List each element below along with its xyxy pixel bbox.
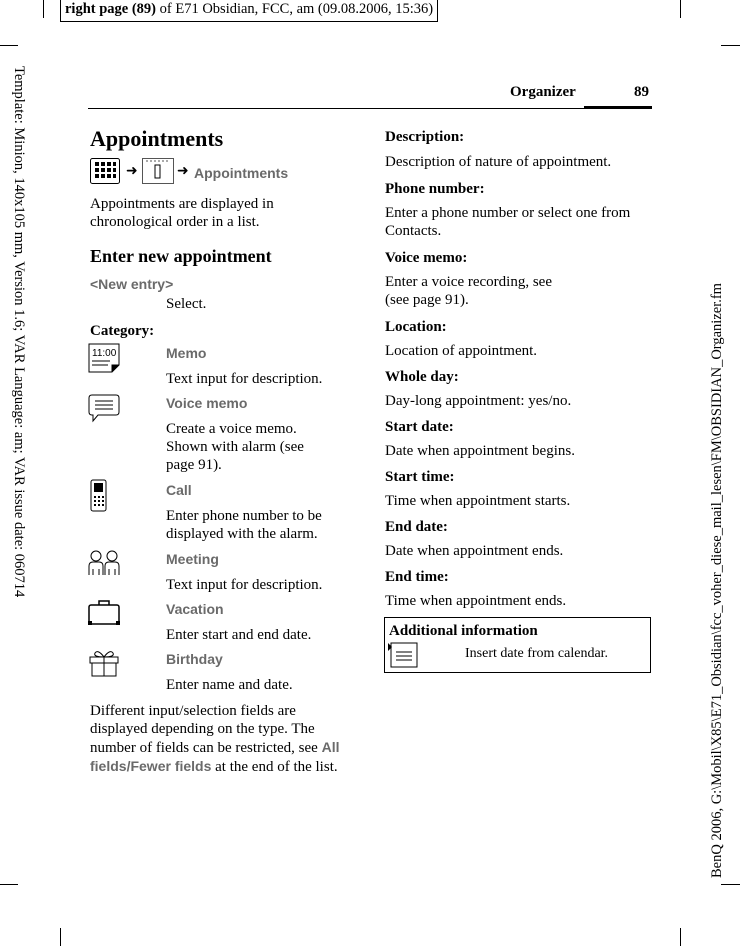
section-title: Organizer	[510, 84, 576, 100]
gift-icon	[87, 648, 121, 678]
field-end-date-desc: Date when appointment ends.	[385, 543, 564, 559]
calendar-icon	[142, 158, 174, 184]
field-voice-memo-label: Voice memo:	[385, 250, 468, 266]
insert-note-icon	[388, 642, 418, 668]
field-voice-memo-desc: Enter a voice recording, see (see page 91).	[385, 274, 552, 308]
page-title: Appointments	[90, 126, 224, 151]
file-label	[60, 0, 438, 22]
field-whole-day-label: Whole day:	[385, 369, 459, 385]
category-vacation-desc: Enter start and end date.	[166, 627, 312, 643]
file-path-vertical: BenQ 2006, G:\Mobil\X85\E71_Obsidian\fcc_voher_diese_mail_lesen\FM\OBSIDIAN_Organizer.fm	[709, 283, 725, 878]
field-end-time-desc: Time when appointment ends.	[385, 593, 567, 609]
nav-arrow: ➜	[126, 162, 138, 178]
memo-icon	[88, 343, 120, 373]
field-phone-desc: Enter a phone number or select one from Contacts.	[385, 205, 631, 239]
field-location-desc: Location of appointment.	[385, 343, 538, 359]
additional-info-box	[384, 617, 651, 673]
intro-paragraph: Appointments are displayed in chronological order in a list.	[90, 196, 274, 230]
category-call-title: Call	[166, 482, 192, 498]
header-rule-thick	[584, 106, 652, 109]
field-whole-day-desc: Day-long appointment: yes/no.	[385, 393, 572, 409]
phone-call-icon	[89, 479, 109, 513]
menu-grid-icon	[90, 158, 120, 184]
crop-mark	[43, 0, 44, 18]
new-entry-desc: Select.	[166, 296, 207, 312]
additional-info-title: Additional information	[389, 623, 538, 639]
subheading-new-appointment: Enter new appointment	[90, 246, 272, 266]
field-end-date-label: End date:	[385, 519, 448, 535]
new-entry-label: <New entry>	[90, 276, 174, 292]
field-description-desc: Description of nature of appointment.	[385, 154, 612, 170]
memo-icon-time: 11:00	[92, 348, 117, 359]
category-vacation-title: Vacation	[166, 601, 224, 617]
category-voice-memo-title: Voice memo	[166, 395, 248, 411]
file-label-rest: of E71 Obsidian, FCC, am (09.08.2006, 15:36)	[156, 1, 434, 17]
category-birthday-desc: Enter name and date.	[166, 677, 293, 693]
voice-memo-icon	[88, 393, 120, 423]
crop-mark	[60, 928, 61, 946]
fields-note-paragraph	[90, 702, 350, 776]
fewer-fields-link: Fewer fields	[130, 758, 212, 774]
category-meeting-title: Meeting	[166, 551, 219, 567]
crop-mark	[0, 45, 18, 46]
page-number: 89	[634, 84, 649, 100]
fields-note-end: at the end of the list.	[211, 759, 338, 775]
fields-note-text: Different input/selection fields are displayed depending on the type. The number of fields can be restricted, see	[90, 703, 318, 756]
field-start-time-label: Start time:	[385, 469, 455, 485]
crop-mark	[680, 928, 681, 946]
category-label: Category:	[90, 323, 155, 339]
category-memo-desc: Text input for description.	[166, 371, 323, 387]
category-meeting-desc: Text input for description.	[166, 577, 323, 593]
fields-slash: /	[126, 758, 131, 774]
field-start-time-desc: Time when appointment starts.	[385, 493, 571, 509]
template-info-vertical: Template: Minion, 140x105 mm, Version 1.6; VAR Language: am; VAR issue date: 060714	[11, 66, 27, 598]
field-location-label: Location:	[385, 319, 447, 335]
additional-info-text: Insert date from calendar.	[465, 646, 609, 661]
category-memo-title: Memo	[166, 345, 207, 361]
category-voice-memo-desc: Create a voice memo. Shown with alarm (see page 91).	[166, 421, 304, 473]
nav-target-label: Appointments	[194, 165, 289, 181]
crop-mark	[0, 884, 18, 885]
suitcase-icon	[87, 599, 121, 627]
field-phone-label: Phone number:	[385, 181, 485, 197]
field-start-date-desc: Date when appointment begins.	[385, 443, 575, 459]
file-label-bold: right page (89)	[65, 1, 157, 17]
field-end-time-label: End time:	[385, 569, 449, 585]
crop-mark	[680, 0, 681, 18]
crop-mark	[721, 884, 740, 885]
category-call-desc: Enter phone number to be displayed with the alarm.	[166, 508, 322, 542]
category-birthday-title: Birthday	[166, 651, 223, 667]
all-fields-link: All fields	[90, 739, 340, 774]
nav-arrow: ➜	[177, 162, 189, 178]
header-rule	[88, 108, 652, 109]
meeting-people-icon	[87, 549, 121, 577]
field-description-label: Description:	[385, 129, 465, 145]
crop-mark	[721, 45, 740, 46]
field-start-date-label: Start date:	[385, 419, 454, 435]
